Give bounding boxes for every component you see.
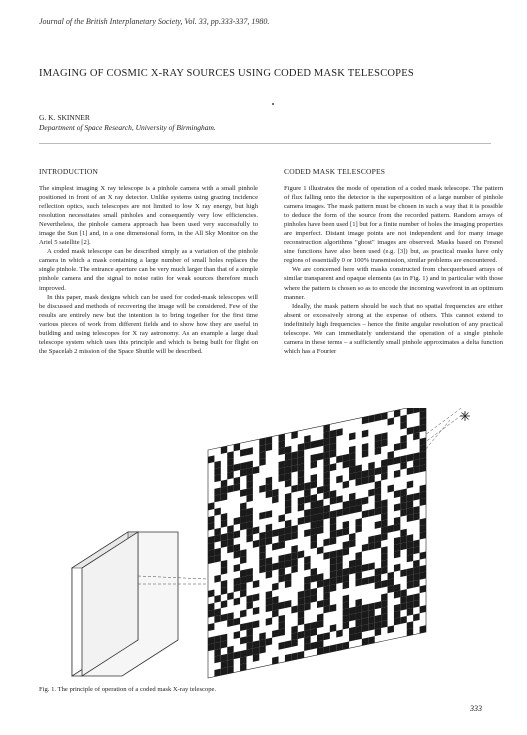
paper-title: IMAGING OF COSMIC X-RAY SOURCES USING CODED MASK TELESCOPES [39, 68, 414, 79]
figure-caption: Fig. 1. The principle of operation of a coded mask X-ray telescope. [39, 686, 217, 693]
journal-header: Journal of the British Interplanetary Society, Vol. 33, pp.333-337, 1980. [39, 17, 270, 26]
coded-paragraph: Ideally, the mask pattern should be such that no spatial frequencies are either absent or excessively strong at the expense of others. This cannot extend to indefinitely high frequencies – hence the finite angular resolution of any practical telescope. We can immediately understand the operation of a single pinhole camera in these terms – a sufficiently small pinhole approximates a delta function which has a Fourier [284, 302, 503, 355]
column-right [284, 184, 503, 356]
intro-paragraph: The simplest imaging X ray telescope is a pinhole camera with a small pinhole positioned in front of an X ray detector. Unlike systems using grazing incidence reflection optics, such telescopes are not limited to low X ray energy, but high resolution necessitates small pinholes and consequently very low efficiencies. Nevertheless, the pinhole camera approach has been used very successfully to image the Sun [1] and, in a one dimensional form, in the All Sky Monitor on the Ariel 5 satellite [2]. [39, 185, 258, 247]
author-affiliation: Department of Space Research, University of Birmingham. [39, 123, 216, 132]
section-heading-coded-mask: CODED MASK TELESCOPES [284, 167, 386, 176]
header-rule [39, 143, 491, 144]
intro-paragraph: A coded mask telescope can be described simply as a variation of the pinhole camera in which a mask containing a large number of small holes replaces the single pinhole. The entrance aperture can be very much larger than that of a simple pinhole camera and the signal to noise ratio for weak sources therefore much improved. [39, 248, 258, 292]
source-star-icon [460, 411, 470, 421]
coded-mask-pattern [208, 408, 426, 678]
coded-paragraph: We are concerned here with masks constructed from checquerboard arrays of similar transparent and opaque elements (as in Fig. 1) and in particular with those where the pattern is chosen so as to encode the incoming wavefront in an optimum manner. [284, 266, 503, 301]
coded-paragraph: Figure 1 illustrates the mode of operation of a coded mask telescope. The pattern of flux falling onto the detector is the superposition of a large number of pinhole camera images. The mask pattern must be chosen in such a way that it is possible to deduce the form of the source from the recorded pattern. Random arrays of pinholes have been used [1] but for a finite number of holes the imaging properties are imperfect. Distant image points are not independent and for many image reconstruction algorithms "ghost" images are observed. Masks based on Fresnel sine functions have also been used (e.g. [3]) but, as practical masks have only regions of essentially 0 or 100% transmission, similar problems are encountered. [284, 185, 503, 265]
figure-coded-mask-diagram [60, 408, 490, 683]
page-number: 333 [470, 704, 482, 713]
column-left [39, 184, 258, 356]
decorative-dot [272, 103, 274, 105]
intro-paragraph: In this paper, mask designs which can be used for coded-mask telescopes will be discussed and methods of recovering the image will be considered. Few of the results are entirely new but the intention is to bring together for the first time various pieces of work from different fields and to show how they are useful in building and using telescopes for X ray astronomy. As an example a large dual telescope system which uses this principle and which is being built for flight on the Spacelab 2 mission of the Space Shuttle will be described. [39, 293, 258, 355]
detector-slab [72, 532, 178, 676]
author-name: G. K. SKINNER [39, 113, 90, 122]
section-heading-introduction: INTRODUCTION [39, 167, 99, 176]
